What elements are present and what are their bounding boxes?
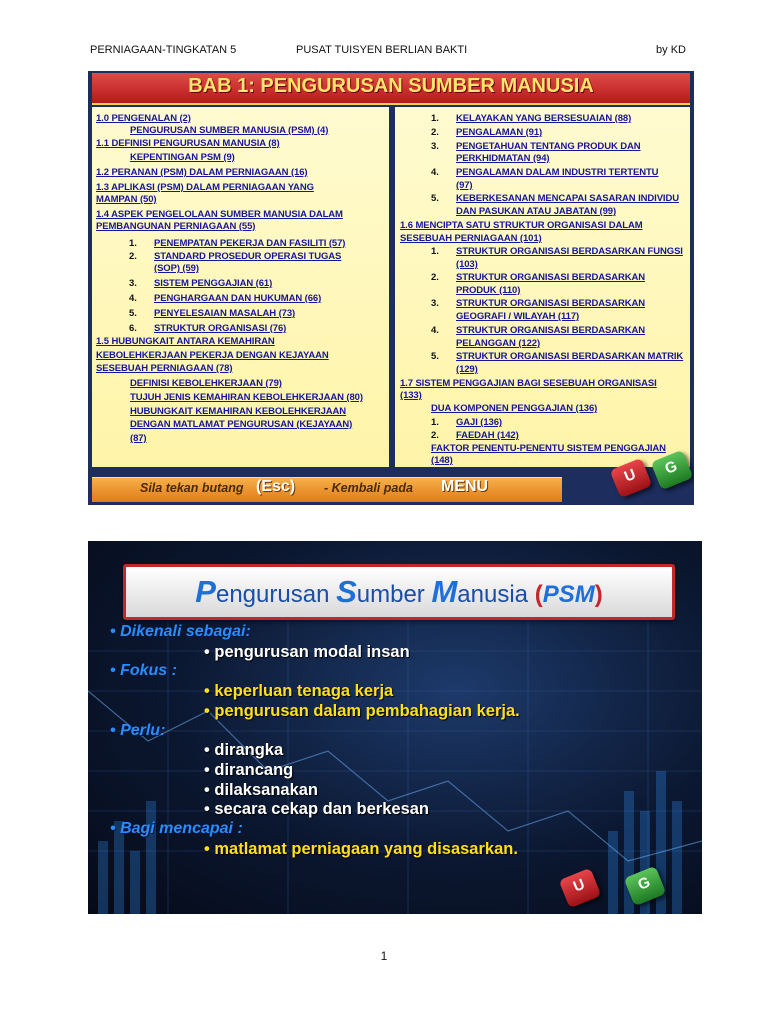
toc-link[interactable]: SESEBUAH PERNIAGAAN (101)	[400, 233, 542, 244]
toc-number: 5.	[431, 351, 439, 362]
toc-number: 2.	[431, 272, 439, 283]
menu-label[interactable]: MENU	[441, 478, 489, 495]
toc-link[interactable]: MAMPAN (50)	[96, 194, 157, 205]
toc-link[interactable]: 1.7 SISTEM PENGGAJIAN BAGI SESEBUAH ORGANISASI	[400, 378, 657, 389]
toc-link[interactable]: PENGURUSAN SUMBER MANUSIA (PSM) (4)	[130, 125, 329, 136]
back-to-menu-bar[interactable]	[92, 477, 562, 502]
toc-link[interactable]: DUA KOMPONEN PENGGAJIAN (136)	[431, 403, 598, 414]
toc-link[interactable]: 1.2 PERANAN (PSM) DALAM PERNIAGAAN (16)	[96, 167, 308, 178]
slide-title: Pengurusan Sumber Manusia (PSM)	[195, 574, 603, 609]
toc-link[interactable]: TUJUH JENIS KEMAHIRAN KEBOLEHKERJAAN (80)	[130, 392, 363, 403]
toc-link[interactable]: GEOGRAFI / WILAYAH (117)	[456, 311, 580, 322]
toc-link[interactable]: PENGETAHUAN TENTANG PRODUK DAN	[456, 141, 641, 152]
toc-right-panel	[395, 107, 690, 467]
toc-link[interactable]: (87)	[130, 433, 147, 444]
toc-link[interactable]: 1.6 MENCIPTA SATU STRUKTUR ORGANISASI DALAM	[400, 220, 643, 231]
slide-toc	[88, 71, 694, 505]
toc-link[interactable]: PEMBANGUNAN PERNIAGAAN (55)	[96, 221, 256, 232]
toc-link[interactable]: (133)	[400, 390, 422, 401]
toc-link[interactable]: (129)	[456, 364, 478, 375]
esc-key-label: (Esc)	[256, 478, 296, 495]
footer-instruction: Sila tekan butang	[140, 481, 244, 495]
bullet-item: • dirancang	[204, 761, 294, 779]
toc-link[interactable]: KEBERKESANAN MENCAPAI SASARAN INDIVIDU	[456, 193, 679, 204]
slide-title-box	[123, 564, 675, 620]
nav-button-u-label: U	[621, 465, 639, 486]
toc-link[interactable]: SESEBUAH PERNIAGAAN (78)	[96, 363, 233, 374]
toc-link[interactable]: 1.1 DEFINISI PENGURUSAN MANUSIA (8)	[96, 138, 280, 149]
slide-title-bar	[92, 73, 690, 105]
toc-link[interactable]: STRUKTUR ORGANISASI BERDASARKAN	[456, 272, 646, 283]
toc-number: 3.	[431, 298, 439, 309]
toc-number: 2.	[129, 251, 137, 262]
toc-number: 4.	[431, 325, 439, 336]
toc-link[interactable]: PENEMPATAN PEKERJA DAN FASILITI (57)	[154, 238, 346, 249]
slide-psm	[88, 541, 702, 914]
toc-link[interactable]: GAJI (136)	[456, 417, 502, 428]
toc-number: 5.	[129, 308, 137, 319]
nav-button-g-label: G	[662, 457, 680, 478]
toc-number: 1.	[431, 246, 439, 257]
toc-link[interactable]: DEFINISI KEBOLEHKERJAAN (79)	[130, 378, 282, 389]
toc-link[interactable]: (SOP) (59)	[154, 263, 199, 274]
toc-link[interactable]: PENGALAMAN (91)	[456, 127, 543, 138]
toc-left-panel	[92, 107, 389, 467]
toc-link[interactable]: FAEDAH (142)	[456, 430, 519, 441]
bullet-item: • dirangka	[204, 741, 284, 759]
toc-link[interactable]: STRUKTUR ORGANISASI BERDASARKAN FUNGSI	[456, 246, 683, 257]
bullet-item: • dilaksanakan	[204, 781, 319, 799]
toc-link[interactable]: (103)	[456, 259, 478, 270]
page-header	[90, 44, 686, 60]
toc-link[interactable]: DENGAN MATLAMAT PENGURUSAN (KEJAYAAN)	[130, 419, 353, 430]
bullet-item: • secara cekap dan berkesan	[204, 800, 430, 818]
toc-link[interactable]: SISTEM PENGGAJIAN (61)	[154, 278, 273, 289]
toc-number: 1.	[431, 417, 439, 428]
toc-number: 4.	[431, 167, 439, 178]
bullet-item: • matlamat perniagaan yang disasarkan.	[204, 840, 518, 858]
toc-link[interactable]: PENYELESAIAN MASALAH (73)	[154, 308, 296, 319]
toc-number: 4.	[129, 293, 137, 304]
toc-link[interactable]: (148)	[431, 455, 453, 466]
toc-link[interactable]: DAN PASUKAN ATAU JABATAN (99)	[456, 206, 617, 217]
footer-instruction-2: - Kembali pada	[324, 481, 413, 495]
toc-number: 5.	[431, 193, 439, 204]
toc-link[interactable]: PENGHARGAAN DAN HUKUMAN (66)	[154, 293, 322, 304]
toc-link[interactable]: KELAYAKAN YANG BERSESUAIAN (88)	[456, 113, 632, 124]
bullet-item: • pengurusan modal insan	[204, 643, 410, 661]
toc-number: 2.	[431, 430, 439, 441]
heading-fokus: • Fokus :	[110, 662, 177, 679]
heading-bagi-mencapai: • Bagi mencapai :	[110, 820, 243, 837]
toc-link[interactable]: STRUKTUR ORGANISASI BERDASARKAN MATRIK	[456, 351, 684, 362]
toc-number: 3.	[129, 278, 137, 289]
toc-link[interactable]: HUBUNGKAIT KEMAHIRAN KEBOLEHKERJAAN	[130, 406, 347, 417]
toc-link[interactable]: PRODUK (110)	[456, 285, 521, 296]
toc-number: 1.	[129, 238, 137, 249]
toc-link[interactable]: PERKHIDMATAN (94)	[456, 153, 550, 164]
toc-link[interactable]: KEBOLEHKERJAAN PEKERJA DENGAN KEJAYAAN	[96, 350, 329, 361]
toc-link[interactable]: STRUKTUR ORGANISASI BERDASARKAN	[456, 298, 646, 309]
toc-link[interactable]: KEPENTINGAN PSM (9)	[130, 152, 235, 163]
toc-link[interactable]: FAKTOR PENENTU-PENENTU SISTEM PENGGAJIAN	[431, 443, 666, 454]
bullet-item: • pengurusan dalam pembahagian kerja.	[204, 702, 520, 720]
toc-link[interactable]: 1.3 APLIKASI (PSM) DALAM PERNIAGAAN YANG	[96, 182, 314, 193]
heading-dikenali: • Dikenali sebagai:	[110, 623, 251, 640]
header-author: by KD	[656, 44, 686, 56]
toc-link[interactable]: 1.0 PENGENALAN (2)	[96, 113, 191, 124]
nav-button-u-label: U	[570, 875, 588, 896]
toc-number: 3.	[431, 141, 439, 152]
toc-link[interactable]: (97)	[456, 180, 473, 191]
toc-link[interactable]: 1.5 HUBUNGKAIT ANTARA KEMAHIRAN	[96, 336, 275, 347]
header-center: PUSAT TUISYEN BERLIAN BAKTI	[296, 44, 468, 56]
header-subject: PERNIAGAAN-TINGKATAN 5	[90, 44, 237, 56]
toc-link[interactable]: STRUKTUR ORGANISASI BERDASARKAN	[456, 325, 646, 336]
nav-button-g-label: G	[635, 873, 653, 894]
toc-link[interactable]: 1.4 ASPEK PENGELOLAAN SUMBER MANUSIA DALAM	[96, 209, 343, 220]
toc-number: 2.	[431, 127, 439, 138]
heading-perlu: • Perlu:	[110, 722, 166, 739]
bullet-item: • keperluan tenaga kerja	[204, 682, 394, 700]
toc-link[interactable]: STRUKTUR ORGANISASI (76)	[154, 323, 287, 334]
page-number: 1	[380, 949, 388, 963]
toc-number: 6.	[129, 323, 137, 334]
toc-link[interactable]: PENGALAMAN DALAM INDUSTRI TERTENTU	[456, 167, 659, 178]
toc-link[interactable]: STANDARD PROSEDUR OPERASI TUGAS	[154, 251, 342, 262]
slide-title: BAB 1: PENGURUSAN SUMBER MANUSIA	[188, 75, 594, 97]
toc-link[interactable]: PELANGGAN (122)	[456, 338, 541, 349]
toc-number: 1.	[431, 113, 439, 124]
